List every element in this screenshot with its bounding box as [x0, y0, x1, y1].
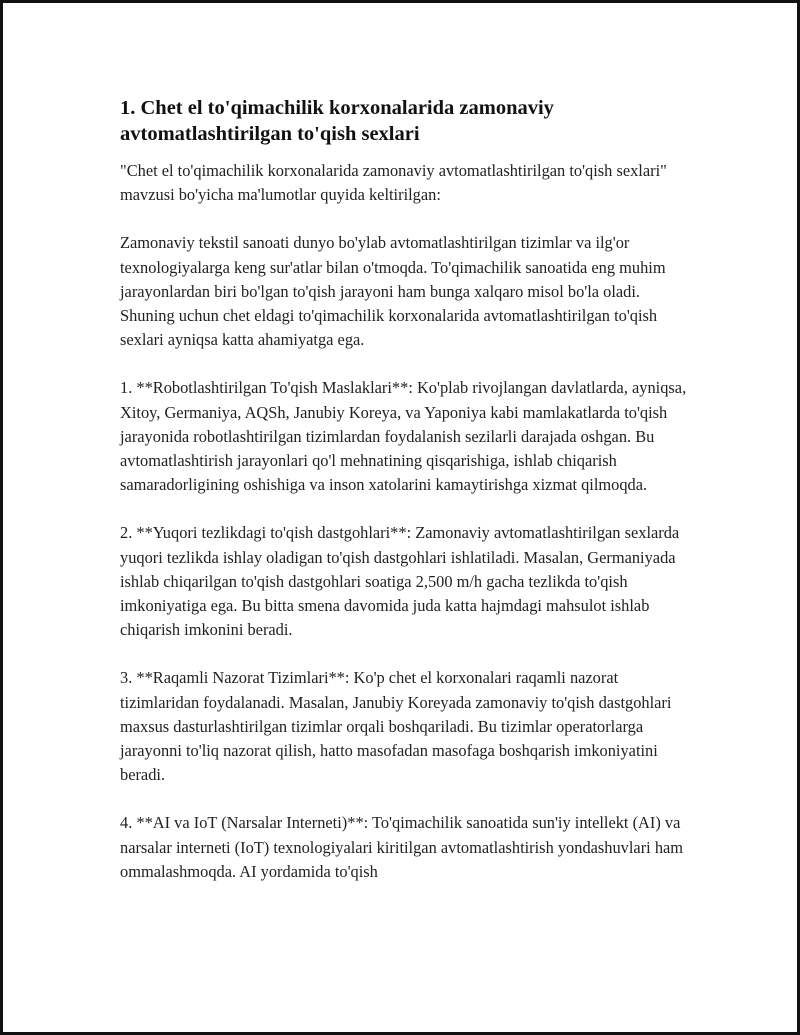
- digital-control-paragraph: 3. **Raqamli Nazorat Tizimlari**: Ko'p chet el korxonalari raqamli nazorat tizimlaridan foydalanadi. Masalan, Janubiy Koreyada zamonaviy to'qish dastgohlari maxsus dasturlashtirilgan tizimlar orqali boshqariladi. Bu tizimlar operatorlarga jarayonni to'liq nazorat qilish, hatto masofadan masofaga boshqarish imkoniyatini beradi.: [120, 668, 672, 785]
- high-speed-looms-paragraph: 2. **Yuqori tezlikdagi to'qish dastgohlari**: Zamonaviy avtomatlashtirilgan sexlarda yuqori tezlikda ishlay oladigan to'qish dastgohlari ishlatiladi. Masalan, Germaniyada ishlab chiqarilgan to'qish dastgohlari soatiga 2,500 m/h gacha tezlikda to'qish imkoniyatiga ega. Bu bitta smena davomida juda katta hajmdagi mahsulot ishlab chiqarish imkonini beradi.: [120, 523, 680, 640]
- document-body: [120, 95, 694, 908]
- document-title: 1. Chet el to'qimachilik korxonalarida zamonaviy avtomatlashtirilgan to'qish sexlari: [120, 97, 554, 145]
- overview-paragraph: Zamonaviy tekstil sanoati dunyo bo'ylab avtomatlashtirilgan tizimlar va ilg'or texnologiyalarga keng sur'atlar bilan o'tmoqda. To'qimachilik sanoatida eng muhim jarayonlardan biri bo'lgan to'qish jarayoni ham bunga xalqaro misol bo'la oladi. Shuning uchun chet eldagi to'qimachilik korxonalarida avtomatlashtirilgan to'qish sexlari ayniqsa katta ahamiyatga ega.: [120, 233, 666, 350]
- intro-paragraph: "Chet el to'qimachilik korxonalarida zamonaviy avtomatlashtirilgan to'qish sexlari" mavzusi bo'yicha ma'lumotlar quyida keltirilgan:: [120, 161, 667, 205]
- ai-iot-paragraph: 4. **AI va IoT (Narsalar Interneti)**: To'qimachilik sanoatida sun'iy intellekt (AI) va narsalar interneti (IoT) texnologiyalari kiritilgan avtomatlashtirish yondashuvlari ham ommalashmoqda. AI yordamida to'qish: [120, 813, 684, 881]
- robotic-weaving-paragraph: 1. **Robotlashtirilgan To'qish Maslaklari**: Ko'plab rivojlangan davlatlarda, ayniqsa, Xitoy, Germaniya, AQSh, Janubiy Koreya, va Yaponiya kabi mamlakatlarda to'qish jarayonida robotlashtirilgan tizimlardan foydalanish sezilarli darajada oshgan. Bu avtomatlashtirish jarayonlari qo'l mehnatining qisqarishiga, ishlab chiqarish samaradorligining oshishiga va inson xatolarini kamaytirishga xizmat qilmoqda.: [120, 378, 687, 495]
